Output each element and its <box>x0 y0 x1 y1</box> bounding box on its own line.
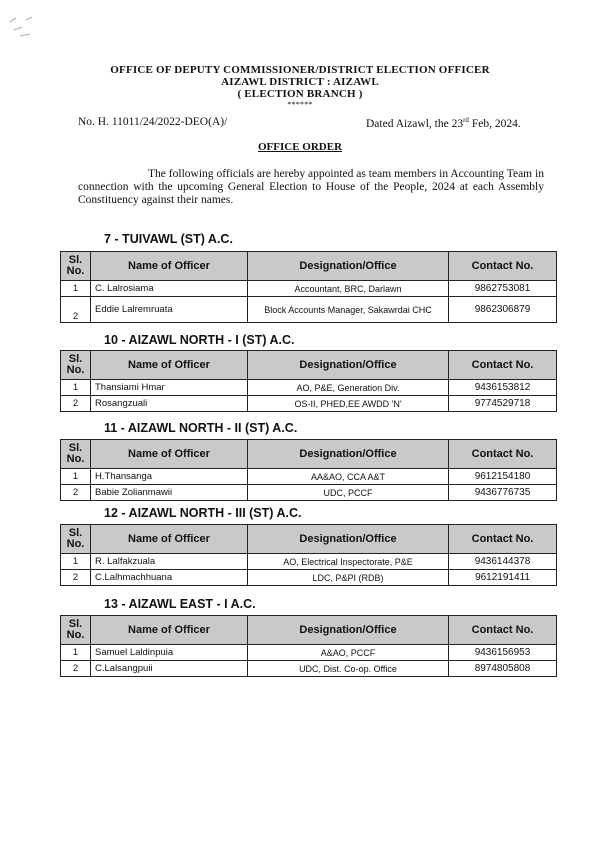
table-row <box>61 469 557 485</box>
col-header-contact: Contact No. <box>449 616 557 645</box>
table-row <box>61 380 557 396</box>
cell-designation: A&AO, PCCF <box>248 645 449 661</box>
cell-name: Thansiami Hmar <box>91 380 248 396</box>
cell-name: Babie Zolianmawii <box>91 485 248 501</box>
col-header-designation: Designation/Office <box>248 252 449 281</box>
col-header-name: Name of Officer <box>91 525 248 554</box>
section-title: 11 - AIZAWL NORTH - II (ST) A.C. <box>104 421 298 435</box>
cell-name: Eddie Lalremruata <box>91 297 248 323</box>
cell-sl: 2 <box>61 396 91 412</box>
cell-contact: 9436144378 <box>449 554 557 570</box>
cell-sl: 1 <box>61 380 91 396</box>
cell-sl: 2 <box>61 570 91 586</box>
officer-table <box>60 439 557 501</box>
cell-sl: 1 <box>61 469 91 485</box>
cell-designation: Block Accounts Manager, Sakawrdai CHC <box>248 297 449 323</box>
cell-sl: 2 <box>61 297 91 323</box>
heading-separator: ****** <box>287 100 313 109</box>
branch-heading: ( ELECTION BRANCH ) <box>237 88 363 100</box>
cell-name: Rosangzuali <box>91 396 248 412</box>
col-header-contact: Contact No. <box>449 351 557 380</box>
order-date: Dated Aizawl, the 23rd Feb, 2024. <box>366 116 521 130</box>
col-header-name: Name of Officer <box>91 616 248 645</box>
order-paragraph: The following officials are hereby appointed as team members in Accounting Team in connection with the upcoming General Election to House of the People, 2024 at each Assembly Constituency against their names. <box>78 168 544 206</box>
table-header-row <box>61 252 557 281</box>
table-row <box>61 485 557 501</box>
col-header-name: Name of Officer <box>91 440 248 469</box>
cell-name: C.Lalhmachhuana <box>91 570 248 586</box>
col-header-designation: Designation/Office <box>248 351 449 380</box>
col-header-contact: Contact No. <box>449 525 557 554</box>
cell-sl: 2 <box>61 485 91 501</box>
table-header-row <box>61 525 557 554</box>
section-title: 7 - TUIVAWL (ST) A.C. <box>104 232 233 246</box>
table-row <box>61 554 557 570</box>
col-header-sl: Sl. No. <box>61 616 91 645</box>
cell-sl: 1 <box>61 645 91 661</box>
officer-table <box>60 350 557 412</box>
cell-contact: 8974805808 <box>449 661 557 677</box>
cell-contact: 9612191411 <box>449 570 557 586</box>
order-title: OFFICE ORDER <box>257 141 343 153</box>
col-header-designation: Designation/Office <box>248 616 449 645</box>
cell-name: Samuel Laldinpuia <box>91 645 248 661</box>
cell-contact: 9862306879 <box>449 297 557 323</box>
section-title: 13 - AIZAWL EAST - I A.C. <box>104 597 256 611</box>
cell-contact: 9436156953 <box>449 645 557 661</box>
office-heading: OFFICE OF DEPUTY COMMISSIONER/DISTRICT ELECTION OFFICER <box>110 64 490 76</box>
table-header-row <box>61 616 557 645</box>
table-row <box>61 297 557 323</box>
col-header-sl: Sl. No. <box>61 351 91 380</box>
table-row <box>61 570 557 586</box>
table-row <box>61 396 557 412</box>
officer-table <box>60 251 557 323</box>
section-title: 10 - AIZAWL NORTH - I (ST) A.C. <box>104 333 295 347</box>
col-header-sl: Sl. No. <box>61 252 91 281</box>
cell-designation: AO, P&E, Generation Div. <box>248 380 449 396</box>
table-header-row <box>61 440 557 469</box>
cell-designation: AA&AO, CCA A&T <box>248 469 449 485</box>
cell-designation: AO, Electrical Inspectorate, P&E <box>248 554 449 570</box>
section-title: 12 - AIZAWL NORTH - III (ST) A.C. <box>104 506 302 520</box>
cell-name: H.Thansanga <box>91 469 248 485</box>
col-header-designation: Designation/Office <box>248 525 449 554</box>
cell-sl: 2 <box>61 661 91 677</box>
table-row <box>61 645 557 661</box>
cell-name: C. Lalrosiama <box>91 281 248 297</box>
table-row <box>61 661 557 677</box>
cell-contact: 9436776735 <box>449 485 557 501</box>
cell-designation: OS-II, PHED,EE AWDD 'N' <box>248 396 449 412</box>
cell-name: C.Lalsangpuii <box>91 661 248 677</box>
cell-contact: 9774529718 <box>449 396 557 412</box>
pen-scribble-mark <box>6 12 46 42</box>
cell-contact: 9612154180 <box>449 469 557 485</box>
cell-designation: LDC, P&PI (RDB) <box>248 570 449 586</box>
table-header-row <box>61 351 557 380</box>
officer-table <box>60 524 557 586</box>
cell-contact: 9436153812 <box>449 380 557 396</box>
reference-number: No. H. 11011/24/2022-DEO(A)/ <box>78 116 228 128</box>
cell-designation: UDC, Dist. Co-op. Office <box>248 661 449 677</box>
col-header-name: Name of Officer <box>91 252 248 281</box>
cell-sl: 1 <box>61 554 91 570</box>
cell-sl: 1 <box>61 281 91 297</box>
col-header-name: Name of Officer <box>91 351 248 380</box>
col-header-sl: Sl. No. <box>61 525 91 554</box>
col-header-contact: Contact No. <box>449 252 557 281</box>
col-header-designation: Designation/Office <box>248 440 449 469</box>
officer-table <box>60 615 557 677</box>
cell-name: R. Lalfakzuala <box>91 554 248 570</box>
cell-contact: 9862753081 <box>449 281 557 297</box>
cell-designation: UDC, PCCF <box>248 485 449 501</box>
col-header-contact: Contact No. <box>449 440 557 469</box>
district-heading: AIZAWL DISTRICT : AIZAWL <box>221 76 379 88</box>
col-header-sl: Sl. No. <box>61 440 91 469</box>
table-row <box>61 281 557 297</box>
cell-designation: Accountant, BRC, Darlawn <box>248 281 449 297</box>
